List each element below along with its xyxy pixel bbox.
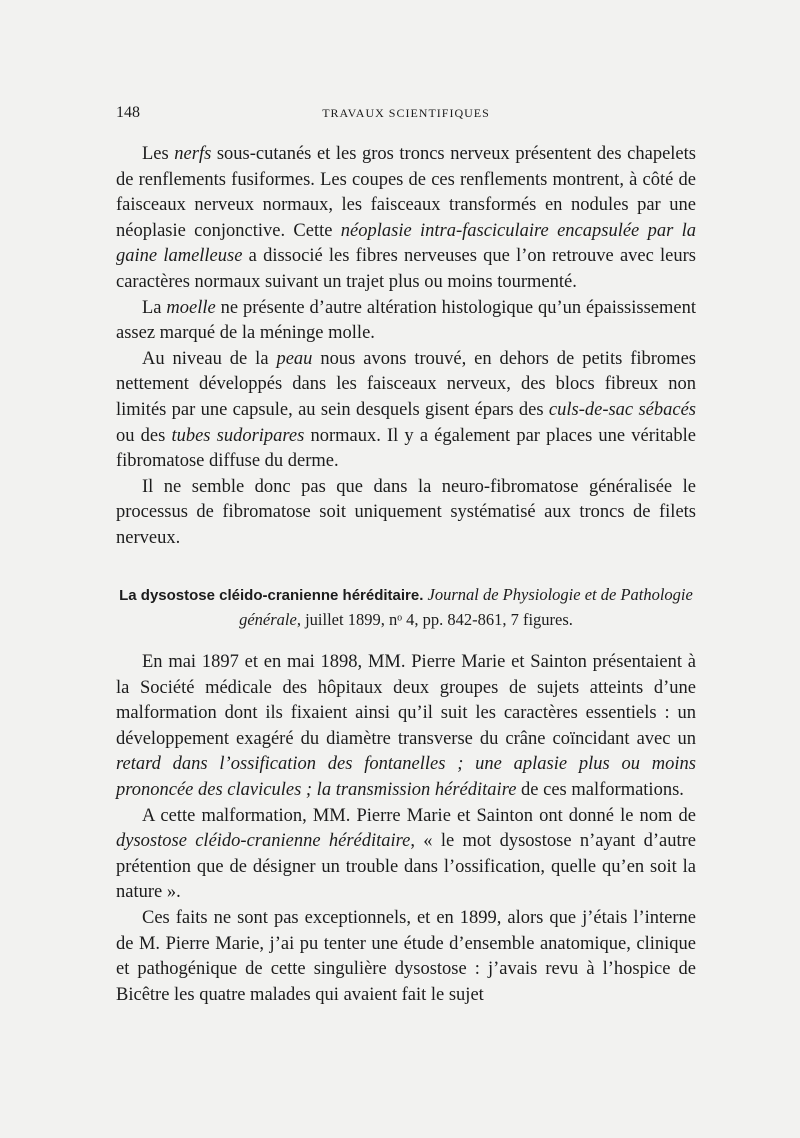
paragraph-etude: Ces faits ne sont pas exceptionnels, et en 1899, alors que j’étais l’interne de M. Pierre Marie, j’ai pu tenter une étude d’ensemble anatomique, clinique et pathogénique de cette singulière dysostose : j’avais revu à l’hospice de Bicêtre les quatre malades qui avaient fait le sujet (116, 907, 696, 1005)
paragraph-moelle: La moelle ne présente d’autre altération histologique qu’un épaississement assez marqué de la méninge molle. (116, 297, 696, 344)
publication-notice (116, 583, 696, 632)
paragraph-nom: A cette malformation, MM. Pierre Marie et Sainton ont donné le nom de dysostose cléido-cranienne héréditaire, « le mot dysostose n’ayant d’autre prétention que de désigner un trouble dans l’ossification, quelle qu’en soit la nature ». (116, 805, 697, 903)
notice-journal: Journal de Physiologie et de Pathologie générale (239, 585, 693, 629)
notice-title: La dysostose cléido-cranienne héréditaire. (119, 587, 424, 604)
page-number: 148 (116, 104, 140, 121)
paragraph-intro: En mai 1897 et en mai 1898, MM. Pierre Marie et Sainton présentaient à la Société médicale des hôpitaux deux groupes de sujets atteints d’une malformation dont ils fixaient ainsi qu’il suit les caractères essentiels : un développement exagéré du diamètre transverse du crâne coïncidant avec un retard dans l’ossification des fontanelles ; une aplasie plus ou moins prononcée des clavicules ; la transmission héréditaire de ces malformations. (116, 652, 696, 800)
page-header (116, 104, 696, 124)
paragraph-nerfs: Les nerfs sous-cutanés et les gros troncs nerveux présentent des chapelets de renflements fusiformes. Les coupes de ces renflements montrent, à côté de faisceaux nerveux normaux, les faisceaux transformés en nodules par une néoplasie conjonctive. Cette néoplasie intra-fasciculaire encapsulée par la gaine lamelleuse a dissocié les fibres nerveuses que l’on retrouve avec leurs caractères normaux suivant un trajet plus ou moins tourmenté. (116, 144, 697, 292)
paragraph-peau: Au niveau de la peau nous avons trouvé, en dehors de petits fibromes nettement développés dans les faisceaux nerveux, des blocs fibreux non limités par une capsule, au sein desquels gisent épars des culs-de-sac sébacés ou des tubes sudoripares normaux. Il y a également par places une véritable fibromatose diffuse du derme. (116, 348, 696, 472)
notice-details: , juillet 1899, nᵒ 4, pp. 842-861, 7 figures. (296, 610, 573, 629)
section-dysostose (116, 650, 696, 1008)
section-neurofibromatose (116, 142, 696, 552)
paragraph-conclusion: Il ne semble donc pas que dans la neuro-fibromatose généralisée le processus de fibromatose soit uniquement systématisé aux troncs de filets nerveux. (116, 476, 696, 548)
running-title: TRAVAUX SCIENTIFIQUES (322, 106, 490, 120)
